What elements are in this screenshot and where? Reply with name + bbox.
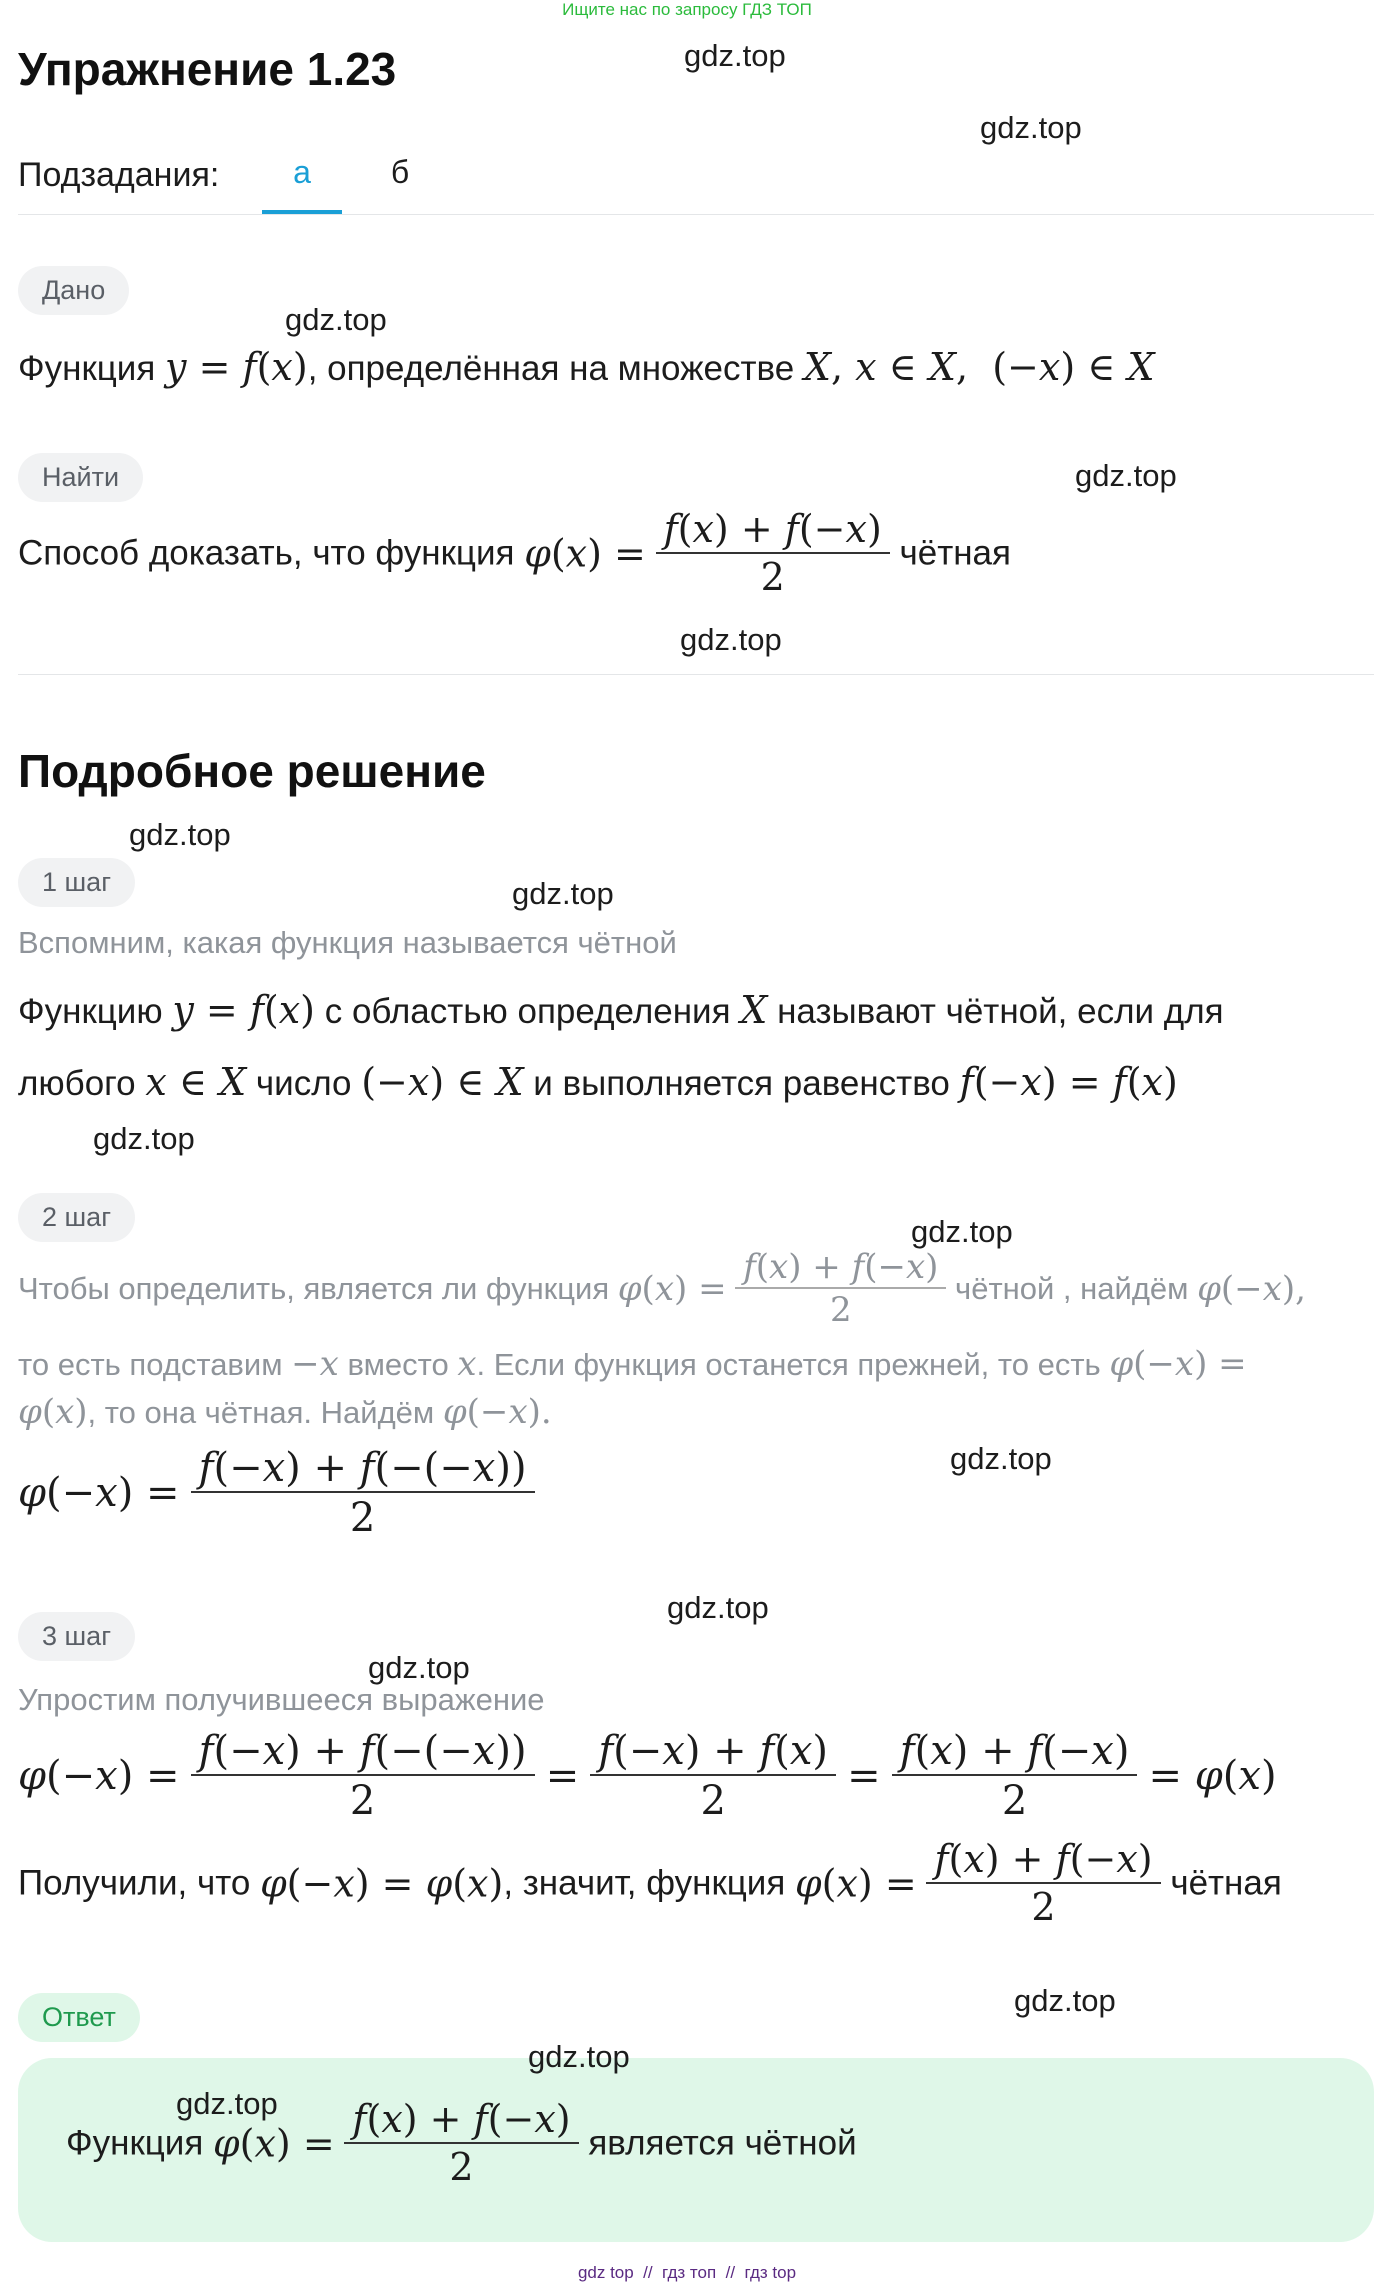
step2-p2: то есть подставим −x вместо x. Если функция останется прежней, то есть φ(−x) = bbox=[18, 1344, 1247, 1384]
watermark: gdz.top bbox=[667, 1590, 769, 1625]
step3-formula: φ(−x) = $\frac{f(-x) + f(-(-x))}{2}$ = $\frac{f(-x) + f(x)}{2}$ = $\frac{f(x) + f(-x)}{2}$ = φ(x) bbox=[18, 1728, 1277, 1824]
tab-a[interactable]: а bbox=[262, 154, 342, 214]
step1-l2c: и выполняется равенство bbox=[533, 1064, 950, 1103]
watermark: gdz.top bbox=[285, 302, 387, 337]
step2-p3a: , то она чётная. Найдём bbox=[87, 1395, 435, 1430]
watermark: gdz.top bbox=[176, 2086, 278, 2121]
watermark: gdz.top bbox=[950, 1441, 1052, 1476]
find-chip: Найти bbox=[18, 453, 143, 502]
watermark: gdz.top bbox=[680, 622, 782, 657]
tab-b[interactable]: б bbox=[390, 154, 410, 190]
step1-line2: любого x ∈ X число (−x) ∈ X и выполняется равенство f(−x) = f(x) bbox=[18, 1060, 1178, 1104]
step2-chip: 2 шаг bbox=[18, 1193, 135, 1242]
watermark: gdz.top bbox=[684, 38, 786, 73]
step2-p1: Чтобы определить, является ли функция φ(x) = $\frac{f(x) + f(-x)}{2}$ чётной , найдём φ(−x), bbox=[18, 1247, 1306, 1331]
step1-l1a: Функцию bbox=[18, 992, 163, 1031]
top-banner[interactable]: Ищите нас по запросу ГДЗ ТОП bbox=[562, 0, 812, 19]
watermark: gdz.top bbox=[93, 1121, 195, 1156]
given-text-b: , определённая на множестве bbox=[307, 349, 795, 388]
find-text-b: чётная bbox=[899, 533, 1011, 573]
given-chip: Дано bbox=[18, 266, 129, 315]
step2-p2a: то есть подставим bbox=[18, 1347, 283, 1382]
answer-text: Функция φ(x) = $\frac{f(x) + f(-x)}{2}$ является чётной bbox=[66, 2097, 857, 2189]
step2-p2c: . Если функция останется прежней, то есть bbox=[476, 1347, 1101, 1382]
watermark: gdz.top bbox=[1014, 1983, 1116, 2018]
subtasks-label: Подзадания: bbox=[18, 156, 220, 194]
step3-cb: , значит, функция bbox=[503, 1863, 786, 1903]
step1-l2a: любого bbox=[18, 1064, 136, 1103]
tabs-divider bbox=[18, 214, 1374, 215]
answer-text-b: является чётной bbox=[588, 2123, 857, 2163]
step3-conclusion: Получили, что φ(−x) = φ(x), значит, функция φ(x) = $\frac{f(x) + f(-x)}{2}$ чётная bbox=[18, 1837, 1282, 1929]
step1-hint: Вспомним, какая функция называется чётной bbox=[18, 925, 677, 960]
watermark: gdz.top bbox=[1075, 458, 1177, 493]
step2-p1b: чётной , найдём bbox=[955, 1271, 1189, 1307]
step3-ca: Получили, что bbox=[18, 1863, 251, 1903]
page-title: Упражнение 1.23 bbox=[18, 43, 397, 95]
answer-text-a: Функция bbox=[66, 2123, 204, 2163]
step2-p1a: Чтобы определить, является ли функция bbox=[18, 1271, 610, 1307]
step1-l1b: с областью определения bbox=[324, 992, 731, 1031]
given-text: Функция y = f(x), определённая на множестве X, x ∈ X, (−x) ∈ X bbox=[18, 345, 1155, 389]
watermark: gdz.top bbox=[512, 876, 614, 911]
watermark: gdz.top bbox=[368, 1650, 470, 1685]
answer-chip: Ответ bbox=[18, 1993, 140, 2042]
step1-line1: Функцию y = f(x) с областью определения X называют чётной, если для bbox=[18, 988, 1224, 1032]
step1-l1c: называют чётной, если для bbox=[777, 992, 1224, 1031]
step1-chip: 1 шаг bbox=[18, 858, 135, 907]
step2-formula: φ(−x) = $\frac{f(-x) + f(-(-x))}{2}$ bbox=[18, 1445, 535, 1541]
step3-chip: 3 шаг bbox=[18, 1612, 135, 1661]
watermark: gdz.top bbox=[980, 110, 1082, 145]
watermark: gdz.top bbox=[528, 2039, 630, 2074]
step2-p2b: вместо bbox=[347, 1347, 449, 1382]
given-text-a: Функция bbox=[18, 349, 156, 388]
find-text-a: Способ доказать, что функция bbox=[18, 533, 515, 573]
step3-hint: Упростим получившееся выражение bbox=[18, 1682, 545, 1717]
find-text: Способ доказать, что функция φ(x) = $\frac{f(x) + f(-x)}{2}$ чётная bbox=[18, 507, 1011, 599]
watermark: gdz.top bbox=[911, 1214, 1013, 1249]
step1-l2b: число bbox=[255, 1064, 352, 1103]
step3-cc: чётная bbox=[1170, 1863, 1282, 1903]
solution-title: Подробное решение bbox=[18, 745, 486, 797]
step2-p3: φ(x), то она чётная. Найдём φ(−x). bbox=[18, 1392, 552, 1432]
watermark: gdz.top bbox=[129, 817, 231, 852]
footer-links[interactable]: gdz top // гдз топ // гдз top bbox=[577, 2263, 797, 2282]
section-divider bbox=[18, 674, 1374, 675]
